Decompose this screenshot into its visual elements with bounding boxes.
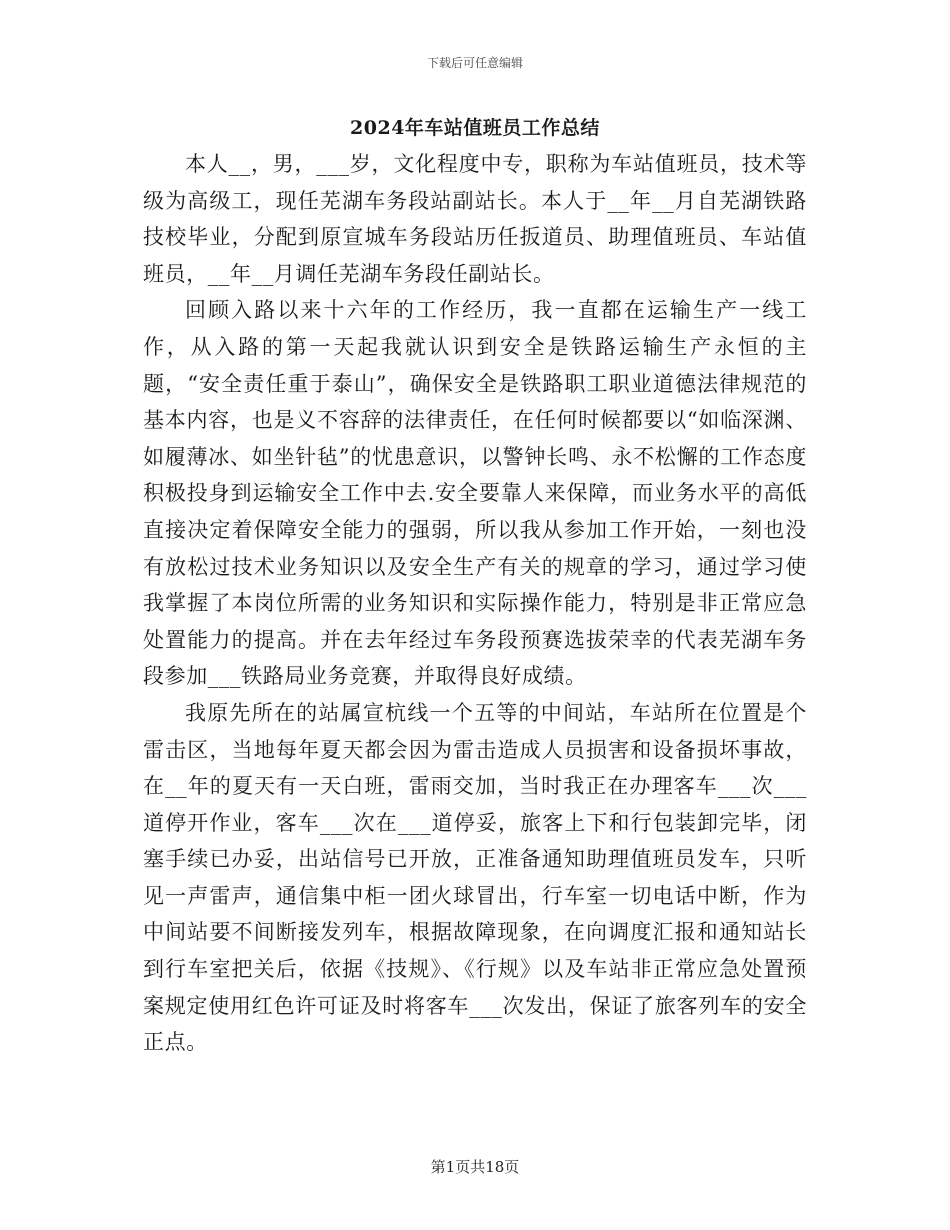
paragraph-3: 我原先所在的站属宣杭线一个五等的中间站，车站所在位置是个雷击区，当地每年夏天都会因为雷击造成人员损害和设备损坏事故，在__年的夏天有一天白班，雷雨交加，当时我正在办理客车___次___道停开作业，客车___次在___道停妥，旅客上下和行包装卸完毕，闭塞手续已办妥，出站信号已开放，正准备通知助理值班员发车，只听见一声雷声，通信集中柜一团火球冒出，行车室一切电话中断，作为中间站要不间断接发列车，根据故障现象，在向调度汇报和通知站长到行车室把关后，依据《技规》、《行规》以及车站非正常应急处置预案规定使用红色许可证及时将客车___次发出，保证了旅客列车的安全正点。 <box>143 700 807 1055</box>
document-body <box>143 146 807 1061</box>
page-number: 第1页共18页 <box>430 1158 520 1176</box>
paragraph-1: 本人__，男，___岁，文化程度中专，职称为车站值班员，技术等级为高级工，现任芜湖车务段站副站长。本人于__年__月自芜湖铁路技校毕业，分配到原宣城车务段站历任扳道员、助理值班员、车站值班员，__年__月调任芜湖车务段任副站长。 <box>143 152 807 286</box>
header-note: 下载后可任意编辑 <box>426 56 523 70</box>
document-title: 2024年车站值班员工作总结 <box>350 117 600 139</box>
paragraph-2: 回顾入路以来十六年的工作经历，我一直都在运输生产一线工作，从入路的第一天起我就认识到安全是铁路运输生产永恒的主题，“安全责任重于泰山”，确保安全是铁路职工职业道德法律规范的基本内容，也是义不容辞的法律责任，在任何时候都要以“如临深渊、如履薄冰、如坐针毡”的忧患意识，以警钟长鸣、永不松懈的工作态度积极投身到运输安全工作中去.安全要靠人来保障，而业务水平的高低直接决定着保障安全能力的强弱，所以我从参加工作开始，一刻也没有放松过技术业务知识以及安全生产有关的规章的学习，通过学习使我掌握了本岗位所需的业务知识和实际操作能力，特别是非正常应急处置能力的提高。并在去年经过车务段预赛选拔荣幸的代表芜湖车务段参加___铁路局业务竞赛，并取得良好成绩。 <box>143 298 807 689</box>
